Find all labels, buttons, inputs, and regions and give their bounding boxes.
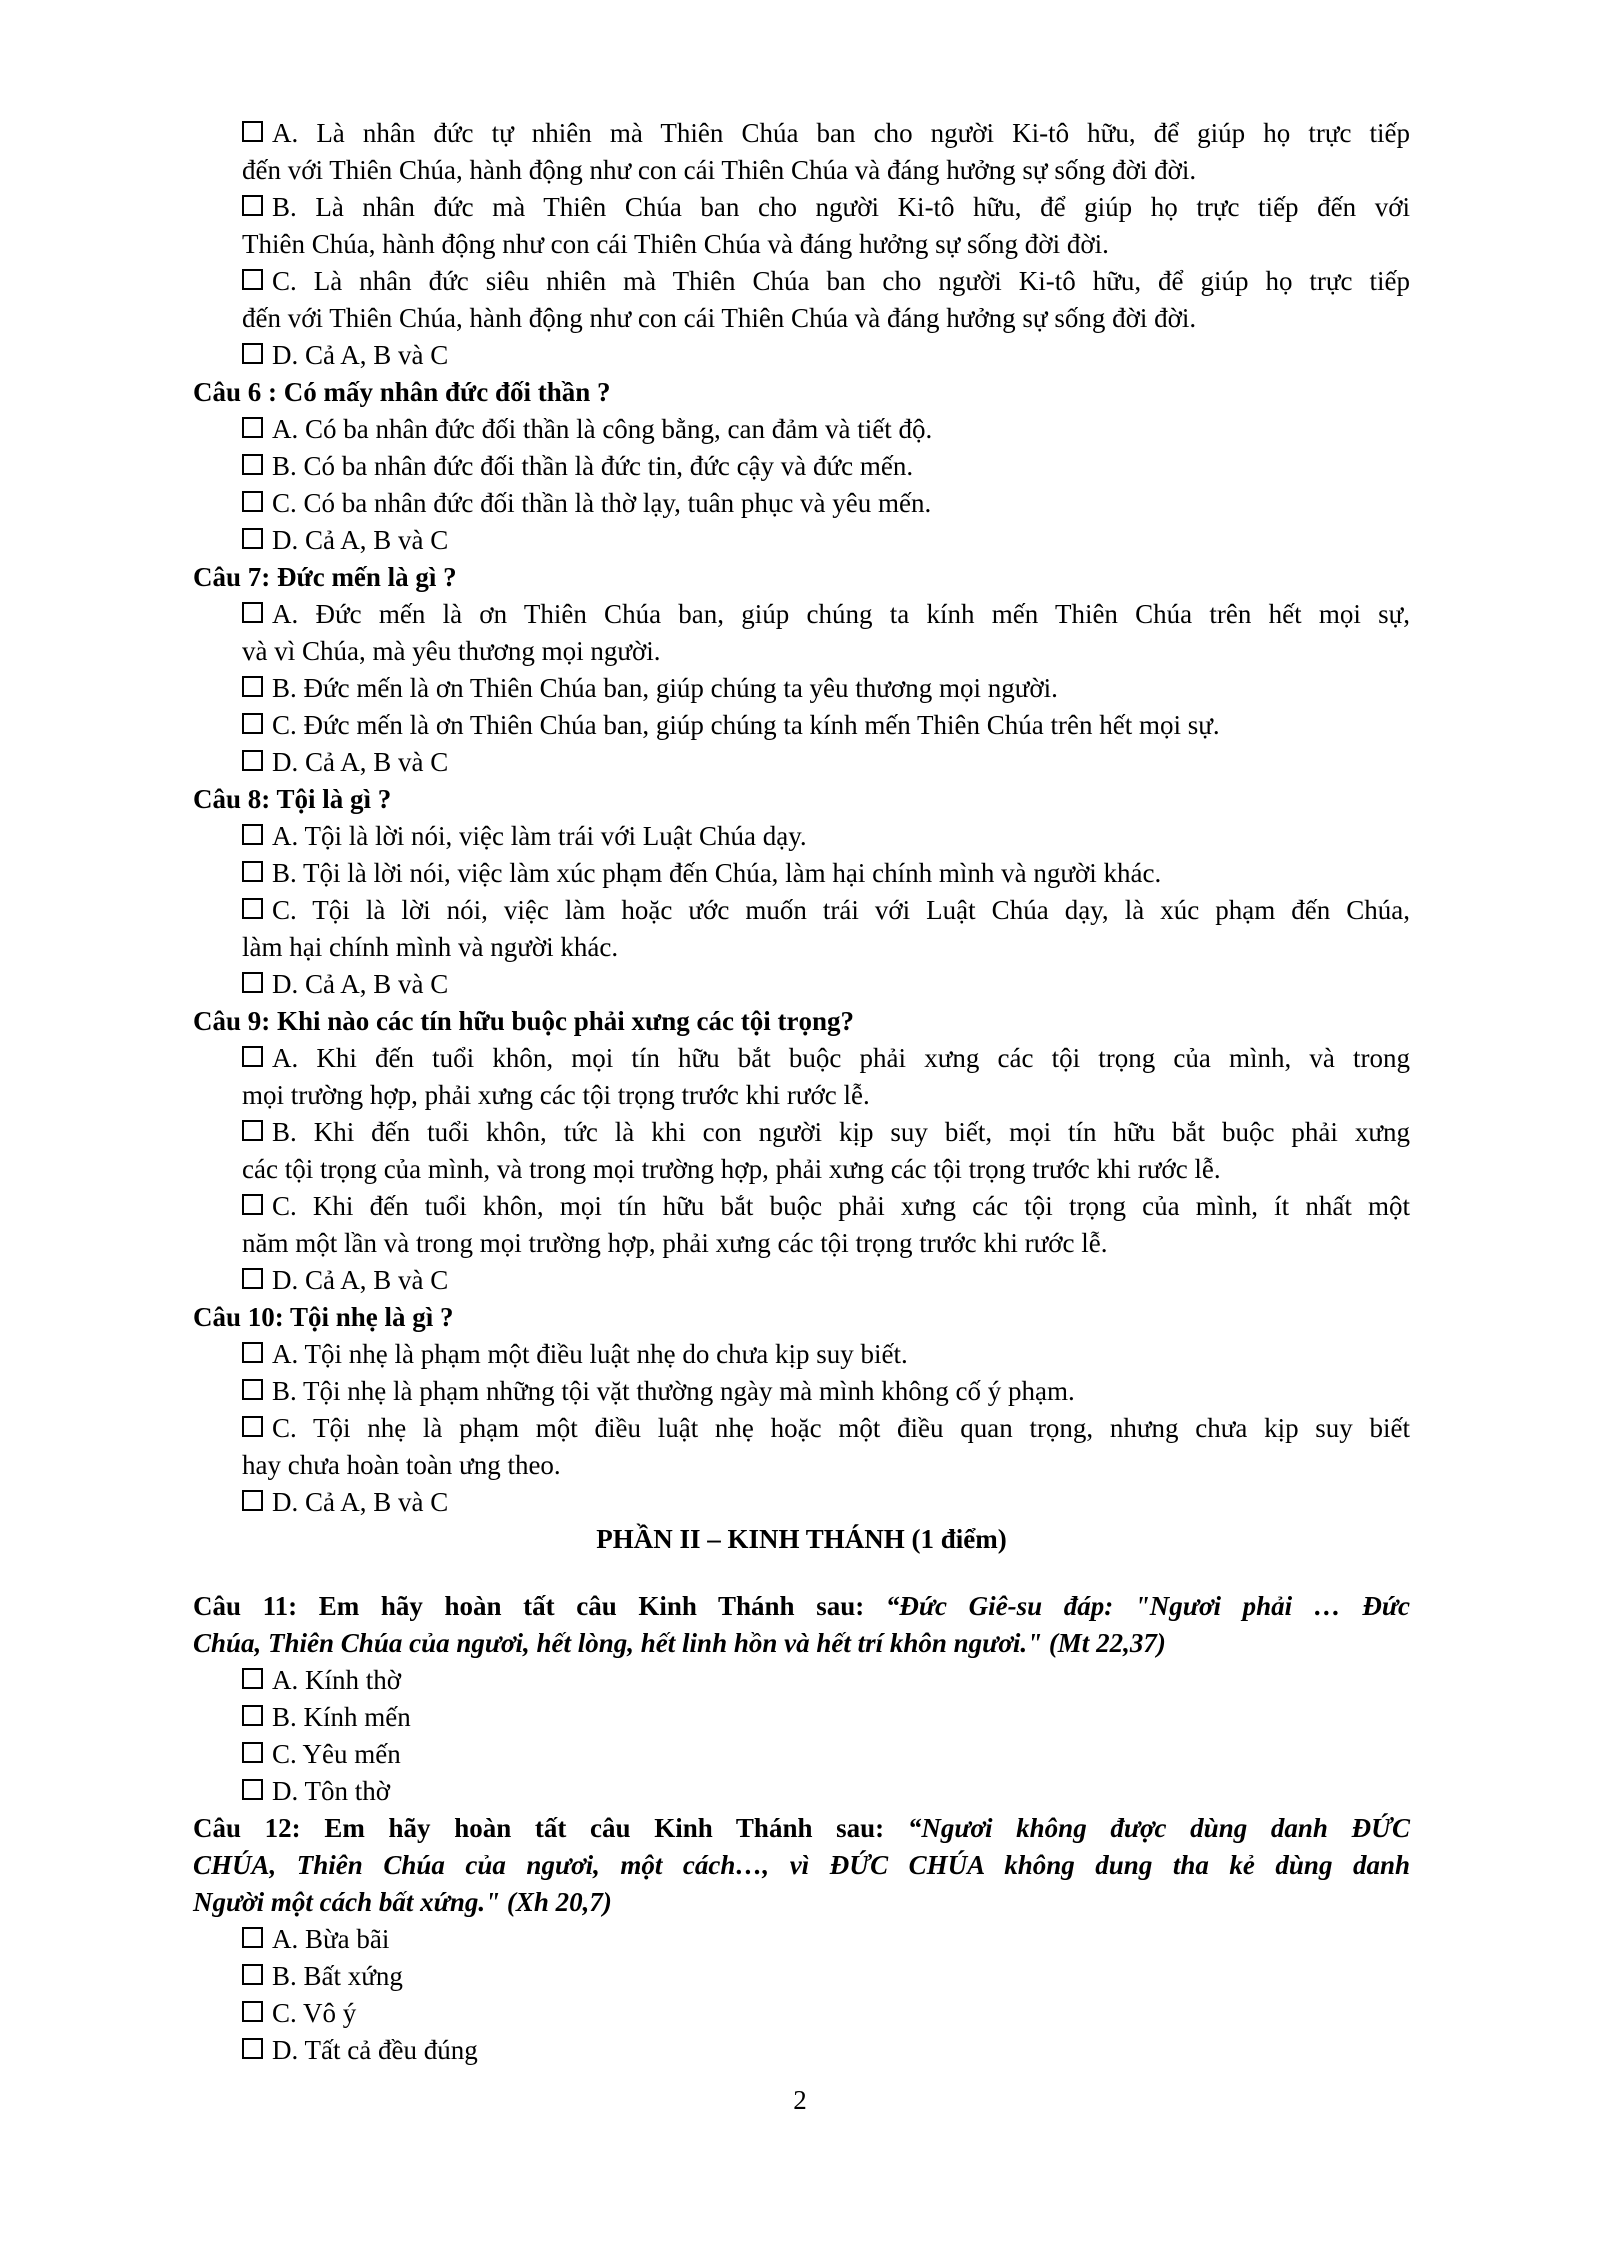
answer-option — [242, 1336, 1410, 1373]
checkbox-icon[interactable] — [242, 1268, 263, 1289]
answer-option — [242, 485, 1410, 522]
answer-option — [242, 448, 1410, 485]
text-line — [242, 1921, 1410, 1958]
checkbox-icon[interactable] — [242, 713, 263, 734]
answer-option — [242, 1114, 1410, 1188]
text-segment: D. Tất cả đều đúng — [272, 2035, 478, 2065]
text-line — [242, 2032, 1410, 2069]
checkbox-icon[interactable] — [242, 1779, 263, 1800]
checkbox-icon[interactable] — [242, 676, 263, 697]
checkbox-icon[interactable] — [242, 1490, 263, 1511]
answer-option — [242, 1040, 1410, 1114]
answer-option — [242, 2032, 1410, 2069]
question-heading — [193, 559, 1410, 596]
text-segment: D. Cả A, B và C — [272, 525, 449, 555]
text-line — [242, 152, 1410, 189]
text-line — [242, 1077, 1410, 1114]
text-segment: Người một cách bất xứng." (Xh 20,7) — [193, 1887, 612, 1917]
question-heading — [193, 374, 1410, 411]
text-segment: B. Đức mến là ơn Thiên Chúa ban, giúp chúng ta yêu thương mọi người. — [272, 673, 1058, 703]
text-segment: Câu 8: Tội là gì ? — [193, 784, 392, 814]
text-segment: B. Kính mến — [272, 1702, 411, 1732]
checkbox-icon[interactable] — [242, 1379, 263, 1400]
text-segment: các tội trọng của mình, và trong mọi trường hợp, phải xưng các tội trọng trước khi rước lễ. — [242, 1154, 1221, 1184]
text-line — [193, 374, 1410, 411]
checkbox-icon[interactable] — [242, 269, 263, 290]
text-line — [193, 1299, 1410, 1336]
text-line — [242, 226, 1410, 263]
text-line — [193, 1588, 1410, 1625]
text-segment: đến với Thiên Chúa, hành động như con cái Thiên Chúa và đáng hưởng sự sống đời đời. — [242, 155, 1197, 185]
text-line — [242, 1995, 1410, 2032]
checkbox-icon[interactable] — [242, 2038, 263, 2059]
answer-option — [242, 966, 1410, 1003]
text-line — [242, 337, 1410, 374]
text-line — [242, 263, 1410, 300]
text-segment: C. Yêu mến — [272, 1739, 401, 1769]
answer-option — [242, 337, 1410, 374]
checkbox-icon[interactable] — [242, 1705, 263, 1726]
text-line — [193, 1847, 1410, 1884]
text-line — [242, 411, 1410, 448]
answer-option — [242, 707, 1410, 744]
checkbox-icon[interactable] — [242, 491, 263, 512]
checkbox-icon[interactable] — [242, 1416, 263, 1437]
checkbox-icon[interactable] — [242, 1927, 263, 1948]
text-segment: Câu 12: Em hãy hoàn tất câu Kinh Thánh sau: — [193, 1813, 908, 1843]
answer-option — [242, 1773, 1410, 1810]
text-line — [242, 670, 1410, 707]
checkbox-icon[interactable] — [242, 528, 263, 549]
checkbox-icon[interactable] — [242, 1668, 263, 1689]
answer-option — [242, 1921, 1410, 1958]
text-segment: A. Bừa bãi — [272, 1924, 390, 1954]
text-line — [242, 892, 1410, 929]
text-segment: D. Tôn thờ — [272, 1776, 391, 1806]
text-segment: D. Cả A, B và C — [272, 747, 449, 777]
text-segment: năm một lần và trong mọi trường hợp, phải xưng các tội trọng trước khi rước lễ. — [242, 1228, 1108, 1258]
text-line — [193, 781, 1410, 818]
text-segment: D. Cả A, B và C — [272, 340, 449, 370]
text-segment: làm hại chính mình và người khác. — [242, 932, 619, 962]
text-segment: Câu 7: Đức mến là gì ? — [193, 562, 457, 592]
text-line — [242, 1151, 1410, 1188]
checkbox-icon[interactable] — [242, 1194, 263, 1215]
checkbox-icon[interactable] — [242, 972, 263, 993]
text-line — [242, 818, 1410, 855]
text-segment: C. Tội là lời nói, việc làm hoặc ước muốn trái với Luật Chúa dạy, là xúc phạm đến Chúa, — [272, 895, 1410, 925]
answer-option — [242, 1373, 1410, 1410]
answer-option — [242, 1958, 1410, 1995]
text-segment: B. Khi đến tuổi khôn, tức là khi con người kịp suy biết, mọi tín hữu bắt buộc phải xưng — [272, 1117, 1410, 1147]
section-heading — [193, 1521, 1410, 1558]
text-segment: Thiên Chúa, hành động như con cái Thiên Chúa và đáng hưởng sự sống đời đời. — [242, 229, 1109, 259]
question-heading — [193, 1588, 1410, 1662]
question-heading — [193, 1810, 1410, 1921]
text-segment: C. Là nhân đức siêu nhiên mà Thiên Chúa ban cho người Ki-tô hữu, để giúp họ trực tiếp — [272, 266, 1410, 296]
checkbox-icon[interactable] — [242, 861, 263, 882]
text-line — [242, 448, 1410, 485]
answer-option — [242, 263, 1410, 337]
text-line — [242, 1773, 1410, 1810]
checkbox-icon[interactable] — [242, 1964, 263, 1985]
answer-option — [242, 1262, 1410, 1299]
text-line — [193, 1003, 1410, 1040]
text-line — [242, 522, 1410, 559]
text-line — [193, 1521, 1410, 1558]
text-line — [193, 1884, 1410, 1921]
checkbox-icon[interactable] — [242, 824, 263, 845]
text-line — [242, 1188, 1410, 1225]
checkbox-icon[interactable] — [242, 1342, 263, 1363]
answer-option — [242, 115, 1410, 189]
text-line — [242, 1447, 1410, 1484]
text-line — [242, 855, 1410, 892]
text-segment: đến với Thiên Chúa, hành động như con cái Thiên Chúa và đáng hưởng sự sống đời đời. — [242, 303, 1197, 333]
text-segment: C. Vô ý — [272, 1998, 357, 2028]
checkbox-icon[interactable] — [242, 417, 263, 438]
checkbox-icon[interactable] — [242, 195, 263, 216]
text-line — [242, 1040, 1410, 1077]
checkbox-icon[interactable] — [242, 1046, 263, 1067]
text-line — [193, 1810, 1410, 1847]
text-segment: B. Tội nhẹ là phạm những tội vặt thường ngày mà mình không cố ý phạm. — [272, 1376, 1075, 1406]
answer-option — [242, 1410, 1410, 1484]
text-segment: B. Là nhân đức mà Thiên Chúa ban cho người Ki-tô hữu, để giúp họ trực tiếp đến với — [272, 192, 1410, 222]
text-segment: D. Cả A, B và C — [272, 969, 449, 999]
text-line — [242, 966, 1410, 1003]
text-line — [242, 300, 1410, 337]
answer-option — [242, 1662, 1410, 1699]
answer-option — [242, 1699, 1410, 1736]
text-segment: CHÚA, Thiên Chúa của ngươi, một cách…, vì ĐỨC CHÚA không dung tha kẻ dùng danh — [193, 1850, 1410, 1880]
text-segment: hay chưa hoàn toàn ưng theo. — [242, 1450, 561, 1480]
answer-option — [242, 411, 1410, 448]
text-segment: C. Tội nhẹ là phạm một điều luật nhẹ hoặc một điều quan trọng, nhưng chưa kịp suy biết — [272, 1413, 1410, 1443]
text-segment: A. Đức mến là ơn Thiên Chúa ban, giúp chúng ta kính mến Thiên Chúa trên hết mọi sự, — [272, 599, 1410, 629]
checkbox-icon[interactable] — [242, 602, 263, 623]
answer-option — [242, 892, 1410, 966]
text-line — [242, 633, 1410, 670]
checkbox-icon[interactable] — [242, 750, 263, 771]
text-segment: A. Tội nhẹ là phạm một điều luật nhẹ do chưa kịp suy biết. — [272, 1339, 908, 1369]
question-heading — [193, 1003, 1410, 1040]
text-segment: Chúa, Thiên Chúa của ngươi, hết lòng, hết linh hồn và hết trí khôn ngươi." (Mt 22,37) — [193, 1628, 1166, 1658]
checkbox-icon[interactable] — [242, 1742, 263, 1763]
question-heading — [193, 1299, 1410, 1336]
checkbox-icon[interactable] — [242, 454, 263, 475]
text-line — [242, 1262, 1410, 1299]
text-segment: A. Khi đến tuổi khôn, mọi tín hữu bắt buộc phải xưng các tội trọng của mình, và trong — [272, 1043, 1410, 1073]
text-segment: mọi trường hợp, phải xưng các tội trọng trước khi rước lễ. — [242, 1080, 870, 1110]
text-segment: PHẦN II – KINH THÁNH (1 điểm) — [596, 1524, 1007, 1554]
text-segment: và vì Chúa, mà yêu thương mọi người. — [242, 636, 661, 666]
text-line — [242, 485, 1410, 522]
answer-option — [242, 1995, 1410, 2032]
answer-option — [242, 522, 1410, 559]
checkbox-icon[interactable] — [242, 1120, 263, 1141]
text-segment: A. Là nhân đức tự nhiên mà Thiên Chúa ban cho người Ki-tô hữu, để giúp họ trực tiếp — [272, 118, 1410, 148]
text-line — [242, 1114, 1410, 1151]
text-line — [193, 559, 1410, 596]
text-segment: D. Cả A, B và C — [272, 1487, 449, 1517]
text-line — [242, 596, 1410, 633]
answer-option — [242, 855, 1410, 892]
text-segment: A. Tội là lời nói, việc làm trái với Luật Chúa dạy. — [272, 821, 807, 851]
text-line — [242, 744, 1410, 781]
text-line — [242, 1373, 1410, 1410]
answer-option — [242, 744, 1410, 781]
checkbox-icon[interactable] — [242, 898, 263, 919]
text-segment: B. Có ba nhân đức đối thần là đức tin, đức cậy và đức mến. — [272, 451, 914, 481]
checkbox-icon[interactable] — [242, 343, 263, 364]
text-segment: Câu 9: Khi nào các tín hữu buộc phải xưng các tội trọng? — [193, 1006, 854, 1036]
text-segment: A. Kính thờ — [272, 1665, 402, 1695]
answer-option — [242, 1188, 1410, 1262]
text-line — [193, 1625, 1410, 1662]
text-line — [242, 1336, 1410, 1373]
text-line — [242, 1484, 1410, 1521]
text-segment: B. Bất xứng — [272, 1961, 403, 1991]
answer-option — [242, 189, 1410, 263]
text-line — [242, 707, 1410, 744]
text-segment: “Ngươi không được dùng danh ĐỨC — [907, 1813, 1411, 1843]
document-content — [193, 115, 1410, 2069]
text-segment: Câu 6 : Có mấy nhân đức đối thần ? — [193, 377, 611, 407]
answer-option — [242, 818, 1410, 855]
text-segment: “Đức Giê-su đáp: "Ngươi phải … Đức — [885, 1591, 1410, 1621]
text-line — [242, 1699, 1410, 1736]
text-line — [242, 1736, 1410, 1773]
text-segment: A. Có ba nhân đức đối thần là công bằng, can đảm và tiết độ. — [272, 414, 933, 444]
text-segment: D. Cả A, B và C — [272, 1265, 449, 1295]
text-line — [242, 115, 1410, 152]
question-heading — [193, 781, 1410, 818]
checkbox-icon[interactable] — [242, 2001, 263, 2022]
answer-option — [242, 670, 1410, 707]
page-number: 2 — [793, 2085, 807, 2115]
answer-option — [242, 596, 1410, 670]
text-line — [242, 1225, 1410, 1262]
text-line — [242, 1958, 1410, 1995]
text-segment: Câu 10: Tội nhẹ là gì ? — [193, 1302, 454, 1332]
text-line — [242, 1410, 1410, 1447]
text-line — [242, 1662, 1410, 1699]
text-segment: C. Đức mến là ơn Thiên Chúa ban, giúp chúng ta kính mến Thiên Chúa trên hết mọi sự. — [272, 710, 1220, 740]
answer-option — [242, 1736, 1410, 1773]
text-line — [242, 929, 1410, 966]
text-segment: Câu 11: Em hãy hoàn tất câu Kinh Thánh sau: — [193, 1591, 886, 1621]
text-segment: B. Tội là lời nói, việc làm xúc phạm đến Chúa, làm hại chính mình và người khác. — [272, 858, 1162, 888]
text-line — [242, 189, 1410, 226]
answer-option — [242, 1484, 1410, 1521]
text-segment: C. Có ba nhân đức đối thần là thờ lạy, tuân phục và yêu mến. — [272, 488, 932, 518]
checkbox-icon[interactable] — [242, 121, 263, 142]
text-segment: C. Khi đến tuổi khôn, mọi tín hữu bắt buộc phải xưng các tội trọng của mình, ít nhất một — [272, 1191, 1410, 1221]
